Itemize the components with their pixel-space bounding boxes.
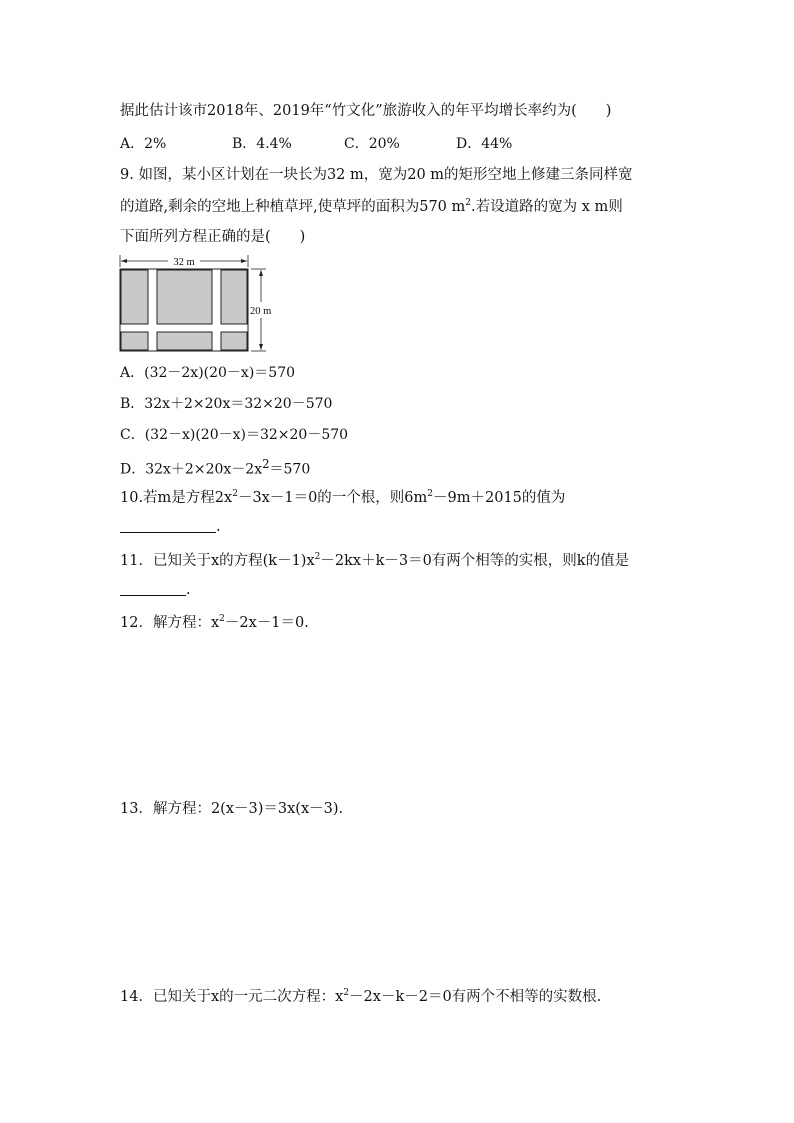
q11-stem (120, 553, 629, 569)
q14-part1: 14．已知关于x的一元二次方程：x (120, 989, 344, 1005)
q9-option-d-part1: D．32x＋2×20x－2x (120, 461, 263, 478)
q11-sup: 2 (314, 552, 321, 562)
q11-end: . (186, 582, 191, 598)
q9-line2-part2: .若设道路的宽为 x m则 (471, 199, 623, 215)
q11-answer-blank[interactable] (120, 595, 186, 596)
q10-answer-line (120, 520, 221, 535)
q9-option-a: A．(32－2x)(20－x)＝570 (120, 365, 296, 381)
q12-part2: －2x－1＝0. (224, 615, 309, 631)
height-dimension (250, 269, 271, 351)
q10-end: . (216, 519, 221, 535)
q12-sup: 2 (219, 614, 225, 624)
q9-figure (114, 252, 284, 354)
q12-part1: 12．解方程：x (120, 615, 220, 631)
q11-part1: 11．已知关于x的方程(k－1)x (120, 553, 315, 569)
q10-sup1: 2 (232, 489, 238, 499)
q11-answer-line (120, 583, 191, 598)
q8-option-b: B．4.4% (232, 136, 292, 152)
q14-stem (120, 989, 601, 1005)
q8-option-d: D．44% (456, 136, 513, 152)
width-label: 32 m (173, 257, 195, 268)
width-dimension (120, 255, 248, 268)
lawn-plot (221, 332, 247, 350)
q9-option-d (120, 459, 310, 477)
q9-option-b: B．32x＋2×20x＝32×20－570 (120, 396, 333, 412)
q8-option-a: A．2% (120, 136, 167, 152)
q14-part2: －2x－k－2＝0有两个不相等的实数根. (349, 989, 602, 1005)
lawn-plot (157, 332, 212, 350)
q9-stem-line1: 9. 如图，某小区计划在一块长为32 m，宽为20 m的矩形空地上修建三条同样宽 (120, 167, 633, 183)
q10-sup2: 2 (427, 489, 434, 499)
q8-stem: 据此估计该市2018年、2019年“竹文化”旅游收入的年平均增长率约为( ) (120, 103, 612, 119)
lawn-plot (221, 270, 247, 324)
height-label: 20 m (250, 306, 272, 317)
q9-line2-part1: 的道路,剩余的空地上种植草坪,使草坪的面积为570 m (120, 199, 466, 215)
q10-part2: －3x－1＝0的一个根，则6m (237, 490, 428, 506)
q9-line2-sup: 2 (465, 198, 471, 208)
q8-option-c: C．20% (344, 136, 400, 152)
q13-stem: 13．解方程：2(x－3)＝3x(x－3). (120, 801, 344, 817)
lawn-diagram (120, 269, 248, 351)
lawn-plot (157, 270, 212, 324)
q9-option-c: C．(32－x)(20－x)＝32×20－570 (120, 427, 349, 443)
q11-part2: －2kx＋k－3＝0有两个相等的实根，则k的值是 (320, 553, 630, 569)
lawn-plot (121, 270, 148, 324)
lawn-plot (121, 332, 148, 350)
q14-sup: 2 (343, 988, 350, 998)
q9-option-d-sup: 2 (262, 457, 270, 471)
q9-stem-line2 (120, 199, 623, 215)
q12-stem (120, 615, 309, 631)
q9-option-d-part2: ＝570 (269, 461, 311, 478)
q10-answer-blank[interactable] (120, 532, 216, 533)
q10-part3: －9m＋2015的值为 (433, 490, 566, 506)
q10-part1: 10.若m是方程2x (120, 490, 233, 506)
q9-stem-line3: 下面所列方程正确的是( ) (120, 229, 306, 245)
q10-stem (120, 490, 565, 506)
